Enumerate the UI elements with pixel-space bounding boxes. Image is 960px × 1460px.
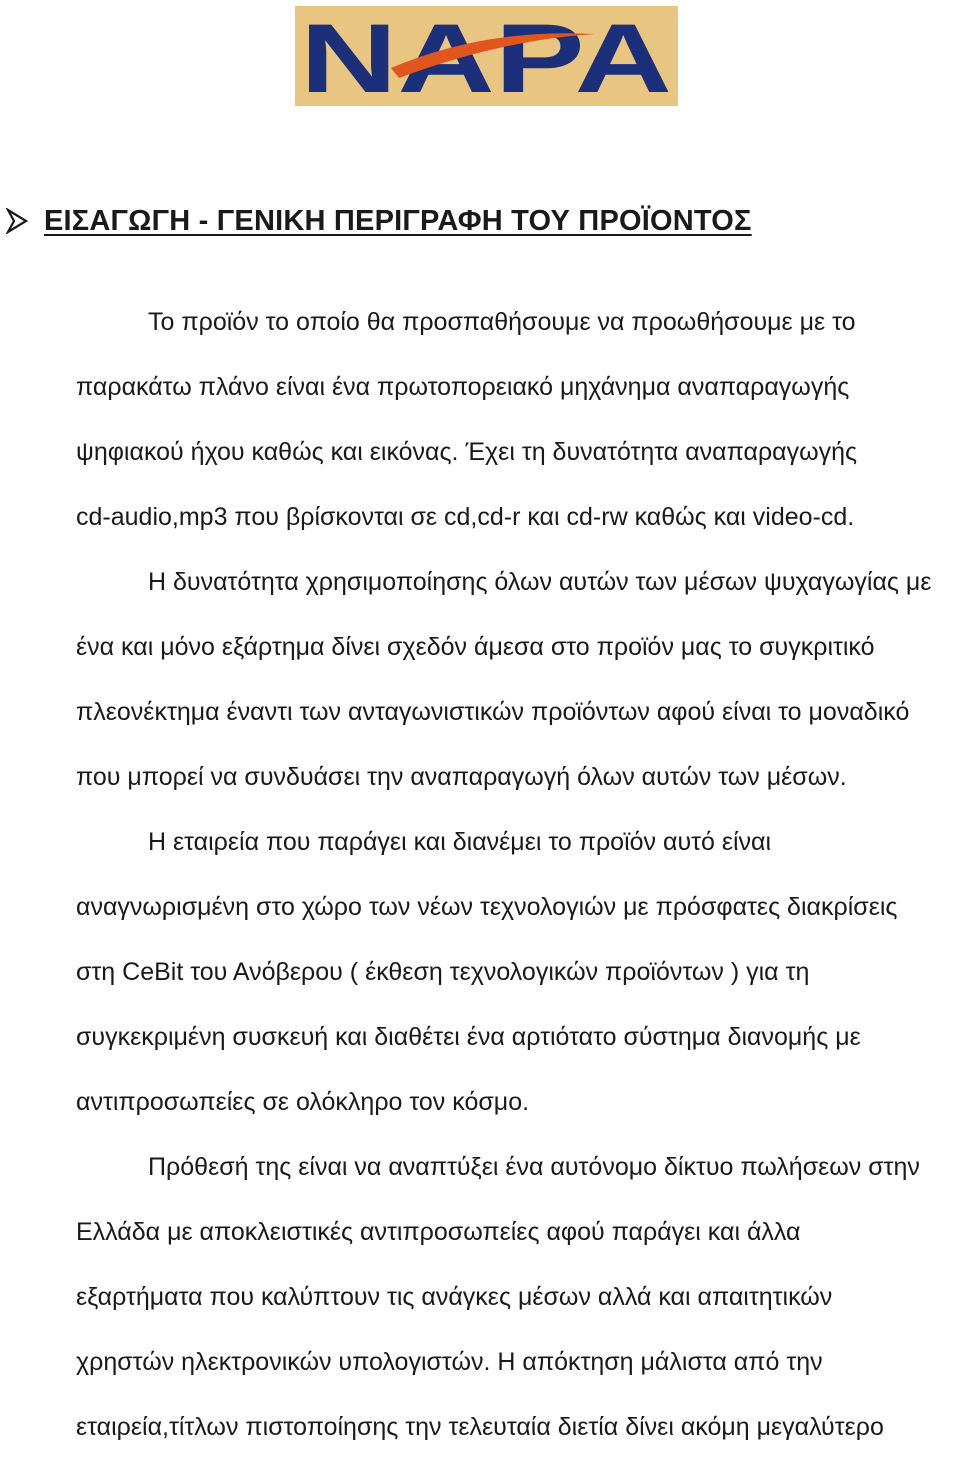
text-line: ψηφιακού ήχου καθώς και εικόνας. Έχει τη δυνατότητα αναπαραγωγής <box>76 438 858 466</box>
text-line: αναγνωρισμένη στο χώρο των νέων τεχνολογιών με πρόσφατες διακρίσεις <box>76 893 898 921</box>
text-line: παρακάτω πλάνο είναι ένα πρωτοπορειακό μηχάνημα αναπαραγωγής <box>76 373 850 401</box>
text-line: cd-audio,mp3 που βρίσκονται σε cd,cd-r και cd-rw καθώς και video-cd. <box>76 503 855 531</box>
paragraph-4 <box>4 1135 960 1460</box>
text-line: Το προϊόν το οποίο θα προσπαθήσουμε να προωθήσουμε με το <box>148 308 856 336</box>
text-line: ένα και μόνο εξάρτημα δίνει σχεδόν άμεσα στο προϊόν μας το συγκριτικό <box>76 633 875 661</box>
text-line: πλεονέκτημα έναντι των ανταγωνιστικών προϊόντων αφού είναι το μοναδικό <box>76 698 910 726</box>
text-line: που μπορεί να συνδυάσει την αναπαραγωγή όλων αυτών των μέσων. <box>76 763 847 791</box>
text-line: εξαρτήματα που καλύπτουν τις ανάγκες μέσων αλλά και απαιτητικών <box>76 1283 833 1311</box>
text-line: συγκεκριμένη συσκευή και διαθέτει ένα αρτιότατο σύστημα διανομής με <box>76 1023 861 1051</box>
paragraph-1 <box>4 290 960 550</box>
text-line: εταιρεία,τίτλων πιστοποίησης την τελευταία διετία δίνει ακόμη μεγαλύτερο <box>76 1413 884 1441</box>
text-line: αντιπροσωπείες σε ολόκληρο τον κόσμο. <box>76 1088 530 1116</box>
text-line: Ελλάδα με αποκλειστικές αντιπροσωπείες αφού παράγει και άλλα <box>76 1218 801 1246</box>
paragraph-3 <box>4 810 960 1135</box>
paragraph-2 <box>4 550 960 810</box>
arrow-bullet-icon <box>6 208 28 234</box>
text-line: Η εταιρεία που παράγει και διανέμει το προϊόν αυτό είναι <box>148 828 772 856</box>
text-line: στη CeBit του Ανόβερου ( έκθεση τεχνολογικών προϊόντων ) για τη <box>76 958 810 986</box>
text-line: Πρόθεσή της είναι να αναπτύξει ένα αυτόνομο δίκτυο πωλήσεων στην <box>148 1153 920 1181</box>
napa-logo <box>295 6 678 106</box>
svg-text:NAPA: NAPA <box>300 6 672 106</box>
text-line: χρηστών ηλεκτρονικών υπολογιστών. Η απόκτηση μάλιστα από την <box>76 1348 823 1376</box>
section-heading <box>6 196 946 246</box>
document-body <box>4 290 960 1460</box>
text-line: Η δυνατότητα χρησιμοποίησης όλων αυτών των μέσων ψυχαγωγίας με <box>148 568 932 596</box>
heading-title: ΕΙΣΑΓΩΓΗ - ΓΕΝΙΚΗ ΠΕΡΙΓΡΑΦΗ ΤΟΥ ΠΡΟΪΟΝΤΟΣ <box>44 204 752 237</box>
